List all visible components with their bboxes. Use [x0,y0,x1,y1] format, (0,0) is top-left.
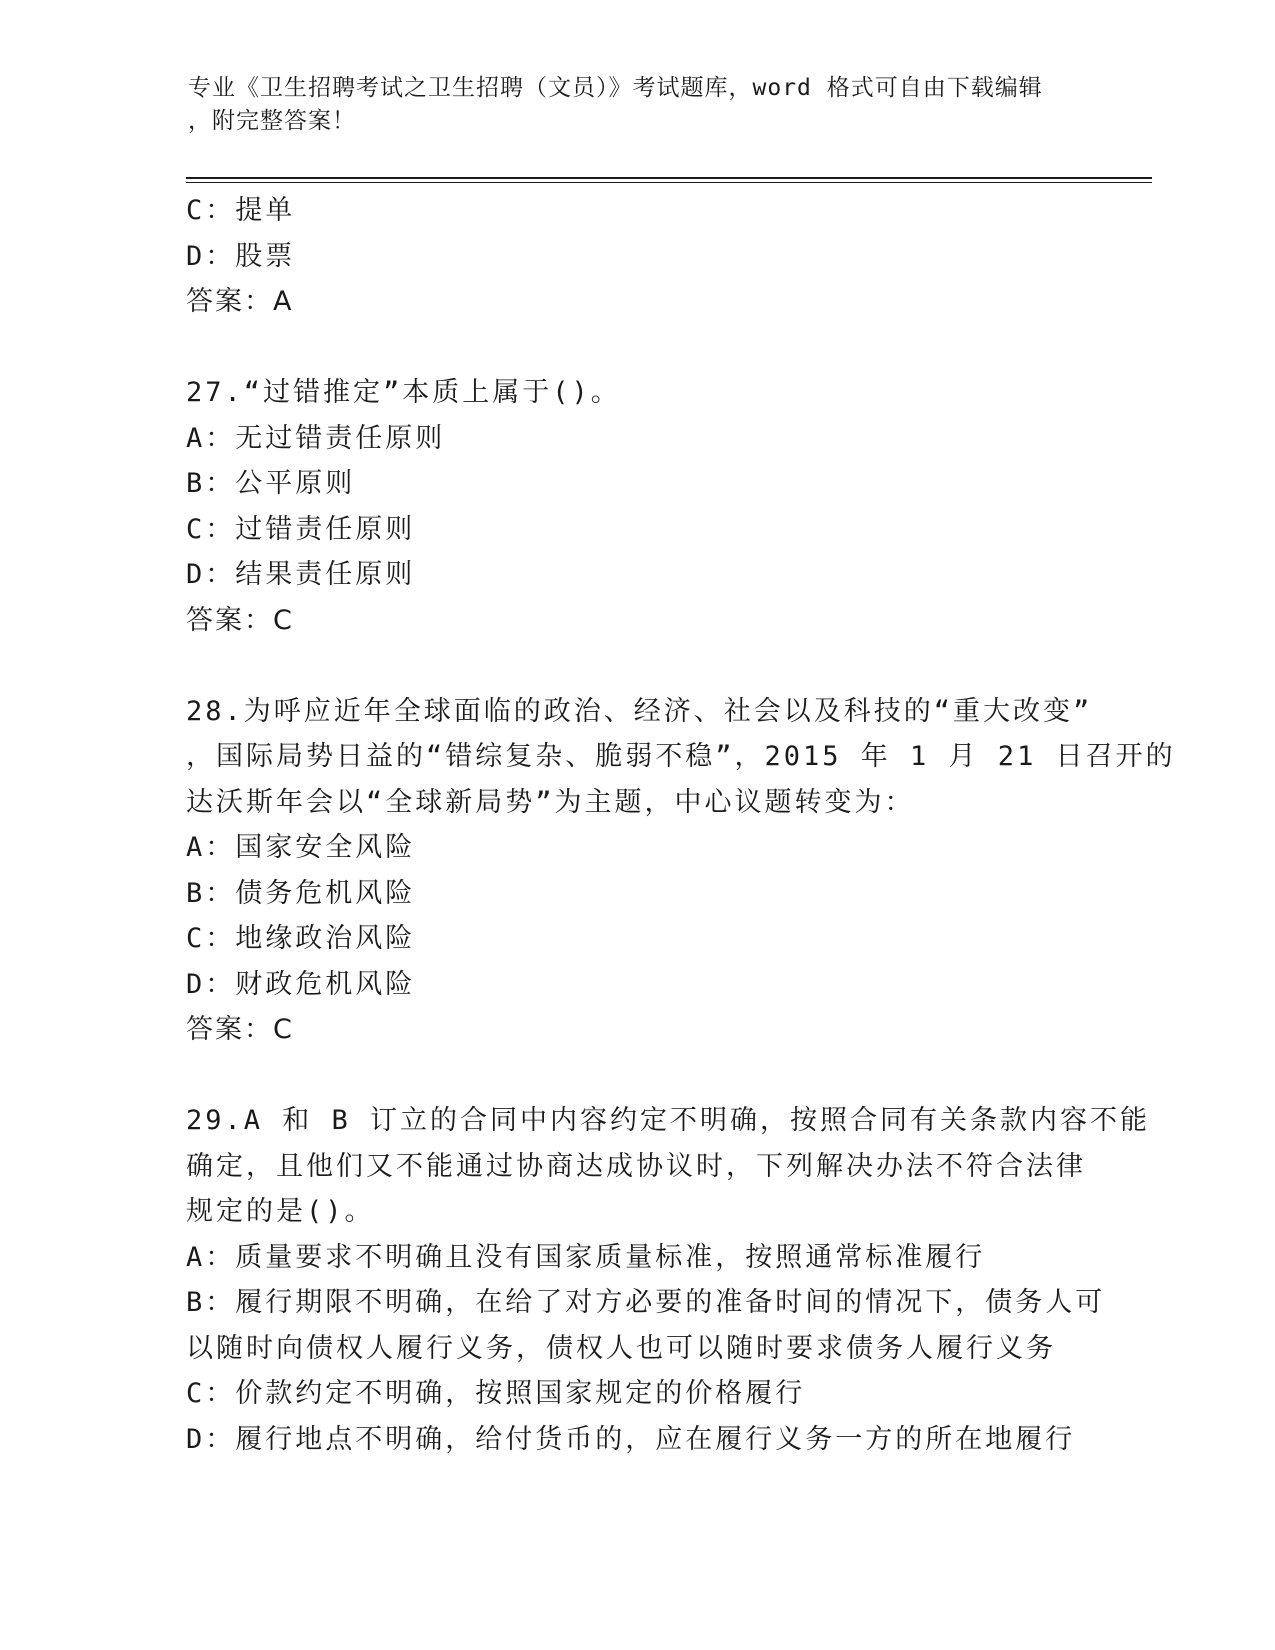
option-d: D：结果责任原则 [186,559,416,590]
question-text-line-1: 28.为呼应近年全球面临的政治、经济、社会以及科技的“重大改变” [186,695,1093,727]
option-b: B：债务危机风险 [186,877,416,909]
option-c: C：地缘政治风险 [186,923,416,954]
spacer [186,1053,1106,1099]
header-divider-thin [186,182,1152,183]
question-text-line-2: ，国际局势日益的“错综复杂、脆弱不稳”，2015 年 1 月 21 日召开的 [186,741,1176,772]
header-line-1: 专业《卫生招聘考试之卫生招聘（文员）》考试题库，word 格式可自由下载编辑 [188,75,1043,101]
option-a: A：无过错责任原则 [186,422,446,454]
option-d: D：股票 [186,240,296,272]
question-27 [186,370,1106,643]
question-text-line-1: 29.A 和 B 订立的合同中内容约定不明确，按照合同有关条款内容不能 [186,1105,1151,1136]
option-c: C：价款约定不明确，按照国家规定的价格履行 [186,1378,806,1409]
question-text: 27.“过错推定”本质上属于()。 [186,377,621,408]
header-divider-thick [186,177,1152,179]
option-b-line-2: 以随时向债权人履行义务，债权人也可以随时要求债务人履行义务 [186,1332,1056,1364]
answer-line: 答案：C [186,1014,294,1045]
question-28 [186,689,1176,1053]
question-content [186,188,1176,1462]
option-d: D：履行地点不明确，给付货币的，应在履行义务一方的所在地履行 [186,1423,1076,1455]
question-text-line-3: 规定的是()。 [186,1196,375,1227]
option-b: B：公平原则 [186,468,356,499]
spacer [186,325,1106,371]
question-text-line-2: 确定，且他们又不能通过协商达成协议时，下列解决办法不符合法律 [186,1150,1086,1182]
answer-line: 答案：C [186,604,294,636]
option-b-line-1: B：履行期限不明确，在给了对方必要的准备时间的情况下，债务人可 [186,1287,1106,1318]
question-26-tail [186,188,1106,325]
option-d: D：财政危机风险 [186,968,416,1000]
option-c: C：提单 [186,195,296,226]
option-a: A：质量要求不明确且没有国家质量标准，按照通常标准履行 [186,1241,986,1273]
question-text-line-3: 达沃斯年会以“全球新局势”为主题，中心议题转变为： [186,786,915,818]
option-c: C：过错责任原则 [186,513,416,545]
option-a: A：国家安全风险 [186,832,416,863]
spacer [186,643,1106,689]
question-29 [186,1098,1151,1462]
answer-line: 答案：A [186,286,294,317]
header-line-2: ，附完整答案！ [188,108,356,134]
document-header [188,72,1088,138]
